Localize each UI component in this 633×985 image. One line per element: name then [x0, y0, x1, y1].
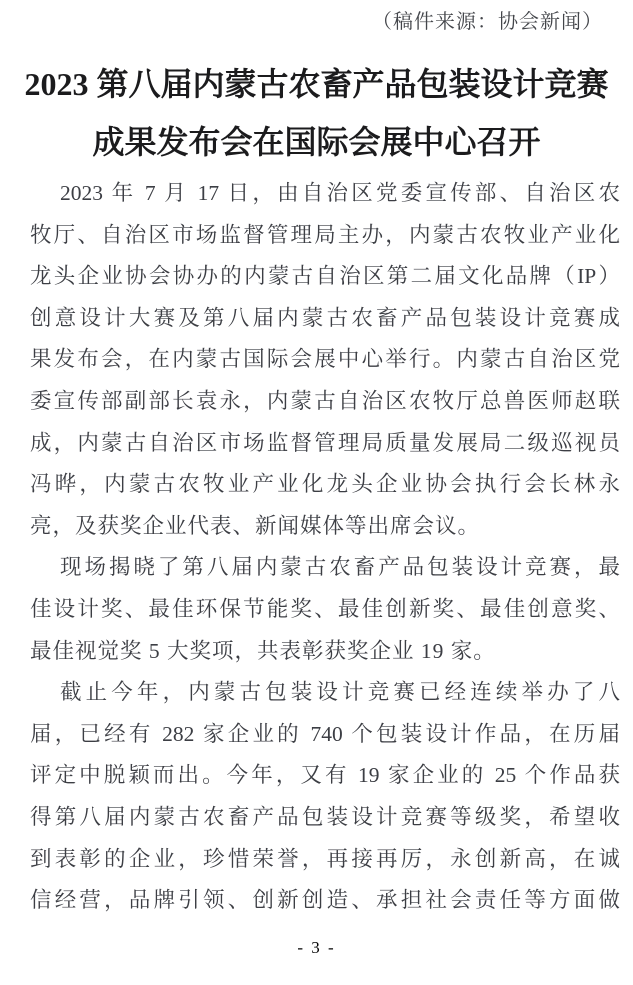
document-page	[0, 10, 633, 985]
body-line: 最佳视觉奖 5 大奖项，共表彰获奖企业 19 家。	[30, 638, 496, 663]
page-number: - 3 -	[297, 937, 336, 957]
body-line: 冯晔，内蒙古农牧业产业化龙头企业协会执行会长林永	[30, 472, 620, 497]
page-title	[0, 55, 633, 171]
body-line: 牧厅、自治区市场监督管理局主办，内蒙古农牧业产业化	[30, 222, 620, 247]
body-line: 截止今年，内蒙古包装设计竞赛已经连续举办了八	[60, 680, 620, 705]
page-title-line-1: 2023 第八届内蒙古农畜产品包装设计竞赛	[24, 66, 609, 102]
paragraph	[30, 173, 620, 547]
body-line: 成，内蒙古自治区市场监督管理局质量发展局二级巡视员	[30, 430, 620, 455]
body-line: 得第八届内蒙古农畜产品包装设计竞赛等级奖，希望收	[30, 804, 620, 829]
body-line: 到表彰的企业，珍惜荣誉，再接再厉，永创新高，在诚	[30, 846, 620, 871]
body-line: 评定中脱颖而出。今年，又有 19 家企业的 25 个作品获	[30, 763, 620, 788]
body-line: 信经营，品牌引领、创新创造、承担社会责任等方面做	[30, 888, 620, 913]
body-line: 佳设计奖、最佳环保节能奖、最佳创新奖、最佳创意奖、	[30, 596, 620, 621]
body-line: 委宣传部副部长袁永，内蒙古自治区农牧厅总兽医师赵联	[30, 388, 620, 413]
body-line: 果发布会，在内蒙古国际会展中心举行。内蒙古自治区党	[30, 347, 620, 372]
body-content	[0, 173, 633, 922]
body-line: 2023 年 7 月 17 日，由自治区党委宣传部、自治区农	[60, 181, 620, 205]
body-line: 现场揭晓了第八届内蒙古农畜产品包装设计竞赛，最	[60, 555, 620, 580]
paragraph	[30, 672, 620, 922]
body-line: 届，已经有 282 家企业的 740 个包装设计作品，在历届	[30, 721, 620, 746]
paragraph	[30, 547, 620, 672]
body-line: 龙头企业协会协办的内蒙古自治区第二届文化品牌（IP）	[30, 264, 620, 289]
body-line: 亮，及获奖企业代表、新闻媒体等出席会议。	[30, 513, 481, 538]
source-note: （稿件来源：协会新闻）	[372, 11, 603, 33]
page-title-line-2: 成果发布会在国际会展中心召开	[92, 124, 541, 160]
body-line: 创意设计大赛及第八届内蒙古农畜产品包装设计竞赛成	[30, 305, 620, 330]
